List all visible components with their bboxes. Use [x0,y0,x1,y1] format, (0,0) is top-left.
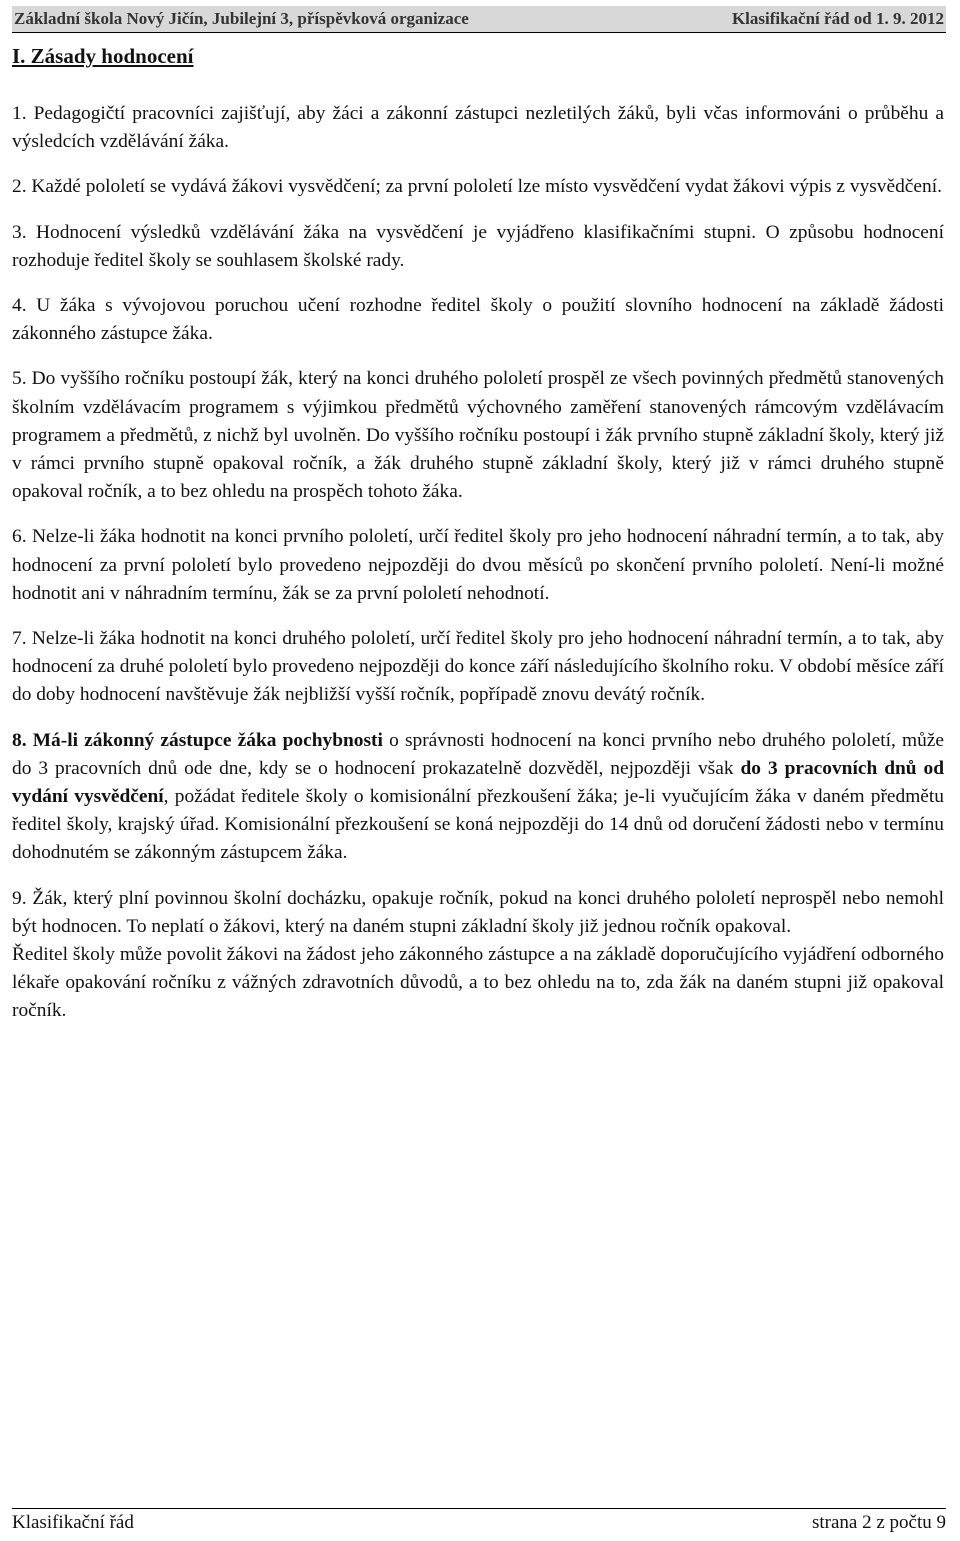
paragraph-10: Ředitel školy může povolit žákovi na žádost jeho zákonného zástupce a na základě doporučujícího vyjádření odborného lékaře opakování ročníku z vážných zdravotních důvodů, a to bez ohledu na to, zda žák na daném stupni již opakoval ročník. [12,944,944,1022]
paragraph-9: 9. Žák, který plní povinnou školní docházku, opakuje ročník, pokud na konci druhého pololetí neprospěl nebo nemohl být hodnocen. To neplatí o žákovi, který na daném stupni základní školy již jednou ročník opakoval. [12,887,944,937]
header-document-title: Klasifikační řád od 1. 9. 2012 [731,9,944,28]
paragraph-8-text-1: o správnosti hodnocení na konci prvního nebo druhého pololetí, může do 3 pracovních dnů ode dne, kdy se o hodnocení prokazatelně dozvěděl, nejpozději však [12,729,944,779]
paragraph-8-text-2: , požádat ředitele školy o komisionální přezkoušení žáka; je-li vyučujícím žáka v daném předmětu ředitel školy, krajský úřad. Komisionální přezkoušení se koná nejpozději do 14 dnů od doručení žádosti nebo v termínu dohodnutém se zákonným zástupcem žáka. [12,786,944,864]
paragraph-3: 3. Hodnocení výsledků vzdělávání žáka na vysvědčení je vyjádřeno klasifikačními stupni. O způsobu hodnocení rozhoduje ředitel školy se souhlasem školské rady. [12,221,944,271]
paragraph-6: 6. Nelze-li žáka hodnotit na konci prvního pololetí, určí ředitel školy pro jeho hodnocení náhradní termín, a to tak, aby hodnocení za první pololetí bylo provedeno nejpozději do dvou měsíců po skončení prvního pololetí. Není-li možné hodnotit ani v náhradním termínu, žák se za první pololetí nehodnotí. [12,526,944,604]
document-body [12,100,944,1043]
paragraph-8-bold-deadline: do 3 pracovních dnů od vydání vysvědčení [12,757,944,808]
paragraph-7: 7. Nelze-li žáka hodnotit na konci druhého pololetí, určí ředitel školy pro jeho hodnocení náhradní termín, a to tak, aby hodnocení za druhé pololetí bylo provedeno nejpozději do konce září následujícího školního roku. V období měsíce září do doby hodnocení navštěvuje žák nejbližší vyšší ročník, popřípadě znovu devátý ročník. [12,628,944,706]
page-footer [12,1508,946,1537]
page-header [12,6,946,33]
paragraph-2: 2. Každé pololetí se vydává žákovi vysvědčení; za první pololetí lze místo vysvědčení vydat žákovi výpis z vysvědčení. [12,176,942,198]
paragraph-8 [12,727,944,868]
paragraph-5: 5. Do vyššího ročníku postoupí žák, který na konci druhého pololetí prospěl ze všech povinných předmětů stanovených školním vzdělávacím programem s výjimkou předmětů výchovného zaměření stanovených rámcovým vzdělávacím programem a předmětů, z nichž byl uvolněn. Do vyššího ročníku postoupí i žák prvního stupně základní školy, který již v rámci prvního stupně opakoval ročník, a žák druhého stupně základní školy, který již v rámci druhého stupně opakoval ročník, a to bez ohledu na prospěch tohoto žáka. [12,368,944,503]
paragraph-8-bold-lead: 8. Má-li zákonný zástupce žáka pochybnosti [12,729,383,751]
footer-document-name: Klasifikační řád [12,1512,134,1533]
paragraph-1: 1. Pedagogičtí pracovníci zajišťují, aby žáci a zákonní zástupci nezletilých žáků, byli včas informováni o průběhu a výsledcích vzdělávání žáka. [12,103,944,153]
footer-page-number: strana 2 z počtu 9 [811,1512,946,1533]
header-school-name: Základní škola Nový Jičín, Jubilejní 3, příspěvková organizace [14,9,469,28]
section-title: I. Zásady hodnocení [12,44,194,68]
paragraph-4: 4. U žáka s vývojovou poruchou učení rozhodne ředitel školy o použití slovního hodnocení na základě žádosti zákonného zástupce žáka. [12,295,944,345]
